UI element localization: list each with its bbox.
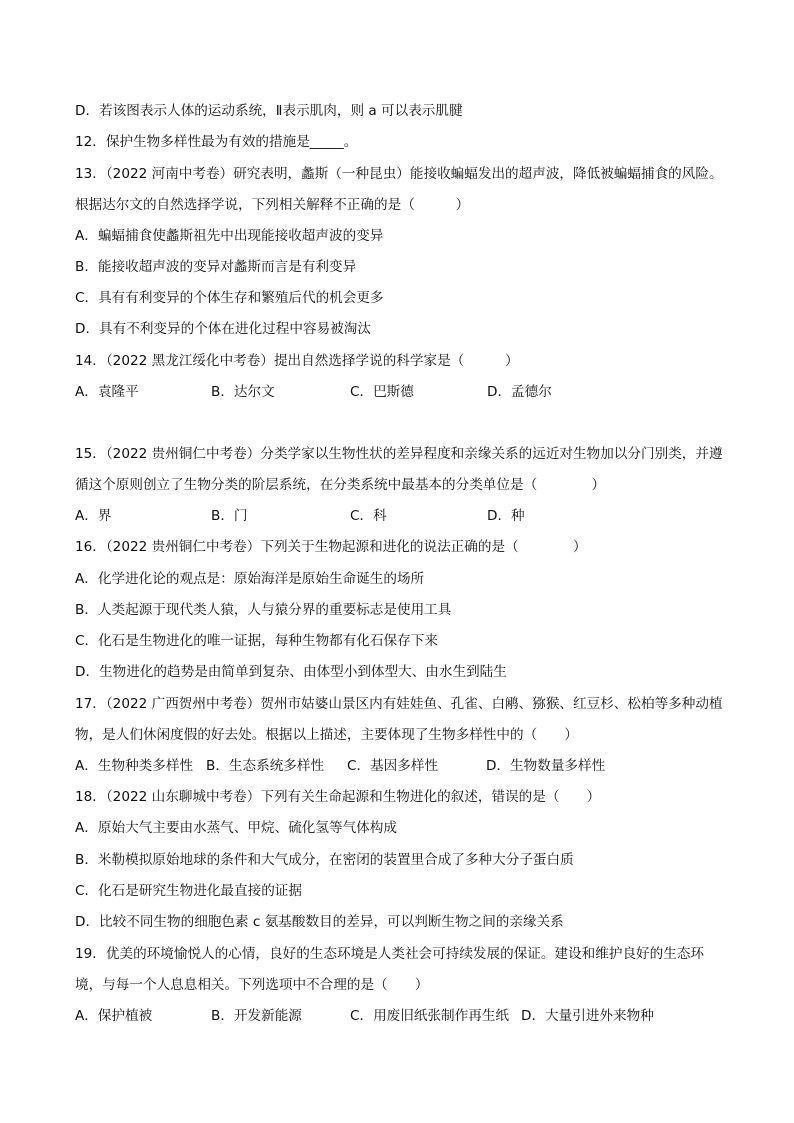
q15-option-d: D．种 [487,508,525,524]
q18-option-a: A．原始大气主要由水蒸气、甲烷、硫化氢等气体构成 [75,820,397,836]
q17-option-a: A．生物种类多样性 [75,758,194,774]
q13-option-a: A．蝙蝠捕食使蠡斯祖先中出现能接收超声波的变异 [75,228,384,244]
q15-option-b: B．门 [211,508,248,524]
question-12: 12．保护生物多样性最为有效的措施是_____。 [75,134,358,150]
q18-option-d: D．比较不同生物的细胞色素 c 氨基酸数目的差异，可以判断生物之间的亲缘关系 [75,914,564,930]
q14-option-b: B．达尔文 [211,384,275,400]
question-13-line-2: 根据达尔文的自然选择学说，下列相关解释不正确的是（ ） [75,197,470,213]
q13-option-d: D．具有不利变异的个体在进化过程中容易被淘汰 [75,321,371,337]
q17-option-d: D．生物数量多样性 [486,758,606,774]
q16-option-d: D．生物进化的趋势是由简单到复杂、由体型小到体型大、由水生到陆生 [75,664,507,680]
question-19-line-2: 境，与每一个人息息相关。下列选项中不合理的是（ ） [75,977,429,993]
question-13-line-1: 13．（2022 河南中考卷）研究表明，蠡斯（一种昆虫）能接收蝙蝠发出的超声波，降低被蝙蝠捕食的风险。 [75,166,723,182]
q11-option-d: D．若该图表示人体的运动系统，Ⅱ表示肌肉，则 a 可以表示肌腱 [75,103,463,119]
q19-option-c: C．用废旧纸张制作再生纸 [350,1008,510,1024]
question-15-line-1: 15．（2022 贵州铜仁中考卷）分类学家以生物性状的差异程度和亲缘关系的远近对生物加以分门别类，并遵 [75,446,723,462]
q19-option-b: B．开发新能源 [211,1008,302,1024]
q15-option-a: A．界 [75,508,112,524]
question-16: 16．（2022 贵州铜仁中考卷）下列关于生物起源和进化的说法正确的是（ ） [75,539,587,555]
q16-option-b: B．人类起源于现代类人猿，人与猿分界的重要标志是使用工具 [75,602,452,618]
q18-option-c: C．化石是研究生物进化最直接的证据 [75,883,302,899]
q19-option-d: D．大量引进外来物种 [521,1008,654,1024]
question-14: 14．（2022 黑龙江绥化中考卷）提出自然选择学说的科学家是（ ） [75,353,519,369]
question-17-line-2: 物，是人们休闲度假的好去处。根据以上描述，主要体现了生物多样性中的（ ） [75,727,578,743]
q17-option-c: C．基因多样性 [347,758,439,774]
q18-option-b: B．米勒模拟原始地球的条件和大气成分，在密闭的装置里合成了多种大分子蛋白质 [75,852,574,868]
q14-option-a: A．袁隆平 [75,384,139,400]
q19-option-a: A．保护植被 [75,1008,153,1024]
question-15-line-2: 循这个原则创立了生物分类的阶层系统，在分类系统中最基本的分类单位是（ ） [75,477,606,493]
q13-option-b: B．能接收超声波的变异对蠡斯而言是有利变异 [75,259,357,275]
question-19-line-1: 19．优美的环境愉悦人的心情，良好的生态环境是人类社会可持续发展的保证。建设和维护良好的生态环 [75,946,705,962]
q14-option-d: D．孟德尔 [487,384,552,400]
q16-option-a: A．化学进化论的观点是：原始海洋是原始生命诞生的场所 [75,571,425,587]
question-17-line-1: 17．（2022 广西贺州中考卷）贺州市姑婆山景区内有娃娃鱼、孔雀、白鹇、猕猴、红豆杉、松柏等多种动植 [75,696,723,712]
question-18: 18．（2022 山东聊城中考卷）下列有关生命起源和生物进化的叙述，错误的是（ ） [75,789,601,805]
q13-option-c: C．具有有利变异的个体生存和繁殖后代的机会更多 [75,290,384,306]
q17-option-b: B．生态系统多样性 [206,758,325,774]
q16-option-c: C．化石是生物进化的唯一证据，每种生物都有化石保存下来 [75,633,438,649]
q15-option-c: C．科 [350,508,387,524]
q14-option-c: C．巴斯德 [350,384,414,400]
